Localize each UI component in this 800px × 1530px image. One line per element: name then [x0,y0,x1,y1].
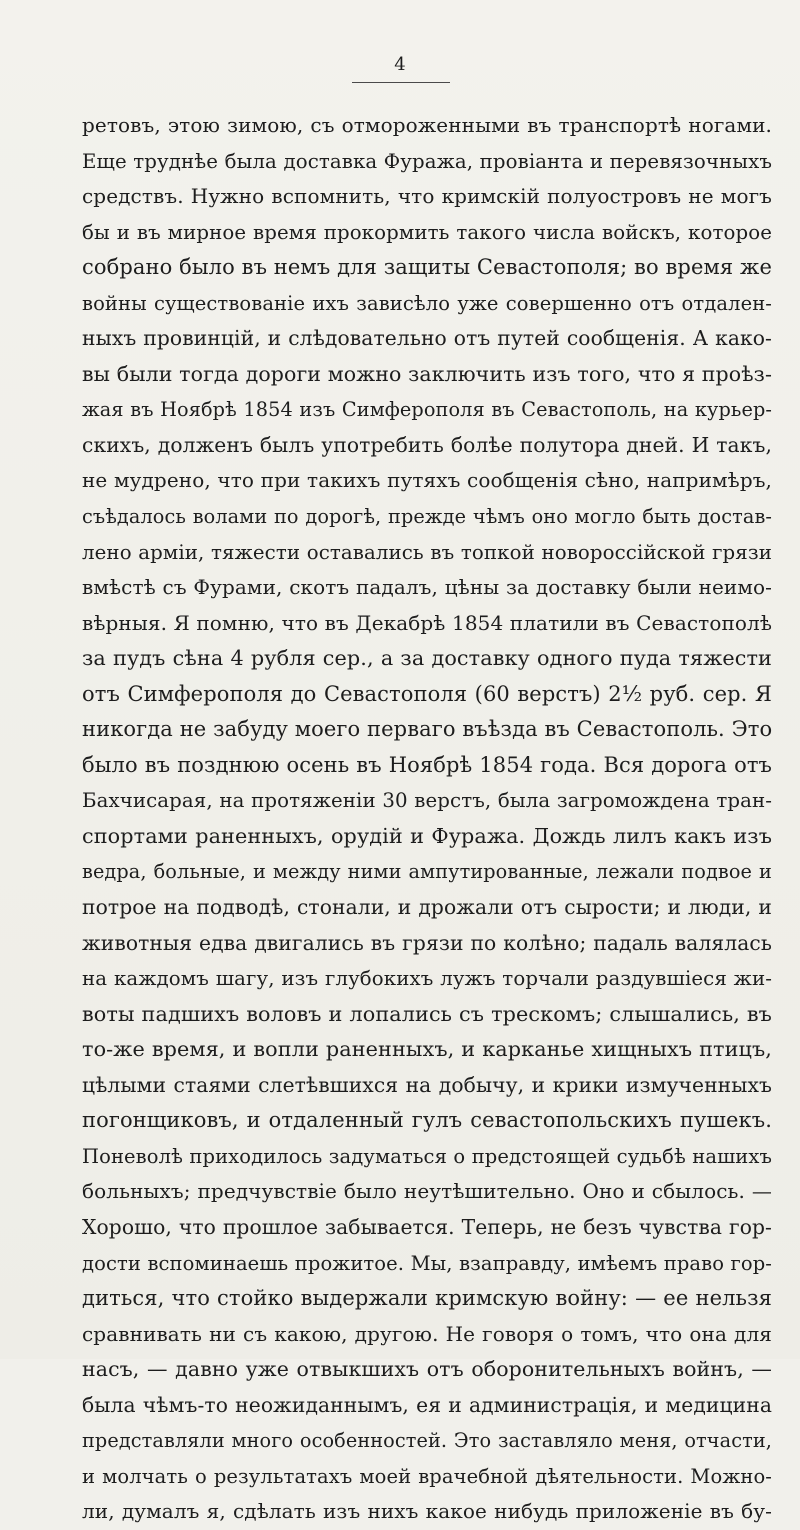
text-line: ретовъ, этою зимою, съ отмороженными въ транспортѣ ногами. [82,113,772,137]
text-line: съѣдалось волами по дорогѣ, прежде чѣмъ оно могло быть достав- [82,505,772,529]
text-line: была чѣмъ-то неожиданнымъ, ея и администрація, и медицина [82,1392,772,1417]
text-line: дости вспоминаешь прожитое. Мы, взаправду, имѣемъ право гор- [82,1251,772,1275]
text-line: войны существованіе ихъ зависѣло уже совершенно отъ отдален- [82,291,772,315]
text-line: диться, что стойко выдержали кримскую войну: — ее нельзя [82,1286,772,1311]
text-line: отъ Симферополя до Севастополя (60 верстъ) 2½ руб. сер. Я [82,681,772,706]
text-line: было въ позднюю осень въ Ноябрѣ 1854 года. Вся дорога отъ [82,752,772,777]
text-line: цѣлыми стаями слетѣвшихся на добычу, и крики измученныхъ [82,1072,772,1097]
text-line: Еще труднѣе была доставка Фуража, провіанта и перевязочныхъ [82,149,772,173]
text-line: потрое на подводѣ, стонали, и дрожали отъ сырости; и люди, и [82,895,772,920]
text-line: воты падшихъ воловъ и лопались съ трескомъ; слышались, въ [82,1001,772,1026]
text-line: Хорошо, что прошлое забывается. Теперь, не безъ чувства гор- [82,1214,772,1239]
text-line: насъ, — давно уже отвыкшихъ отъ оборонительныхъ войнъ, — [82,1357,772,1382]
header-rule [352,82,450,83]
text-line: никогда не забуду моего перваго въѣзда въ Севастополь. Это [82,717,773,742]
text-line: на каждомъ шагу, изъ глубокихъ лужъ торчали раздувшіеся жи- [82,967,772,991]
text-line: вмѣстѣ съ Фурами, скотъ падалъ, цѣны за доставку были неимо- [82,575,772,600]
text-line: жая въ Ноябрѣ 1854 изъ Симферополя въ Севастополь, на курьер- [82,398,772,422]
text-line: Поневолѣ приходилось задуматься о предстоящей судьбѣ нашихъ [82,1144,772,1168]
text-line: ли, думалъ я, сдѣлать изъ нихъ какое нибудь приложеніе въ бу- [82,1499,772,1524]
text-line: Бахчисарая, на протяженіи 30 верстъ, была загромождена тран- [82,789,772,813]
text-line: бы и въ мирное время прокормить такого числа войскъ, которое [82,220,772,244]
text-line: скихъ, долженъ былъ употребить болѣе полутора дней. И такъ, [82,432,772,457]
text-line: сравнивать ни съ какою, другою. Не говоря о томъ, что она для [82,1321,772,1346]
text-line: вы были тогда дороги можно заключить изъ того, что я проѣз- [82,361,772,386]
text-line: животныя едва двигались въ грязи по колѣно; падаль валялась [82,930,772,955]
text-line: спортами раненныхъ, орудій и Фуража. Дождь лилъ какъ изъ [82,823,772,848]
text-line: то-же время, и вопли раненныхъ, и карканье хищныхъ птицъ, [82,1037,772,1062]
body-text [82,108,772,1530]
text-line: больныхъ; предчувствіе было неутѣшительно. Оно и сбылось. — [82,1179,772,1204]
text-line: погонщиковъ, и отдаленный гулъ севастопольскихъ пушекъ. [82,1108,772,1133]
text-line: ныхъ провинцій, и слѣдовательно отъ путей сообщенія. А како- [82,326,772,351]
text-line: средствъ. Нужно вспомнить, что кримскій полуостровъ не могъ [82,184,772,209]
text-line: не мудрено, что при такихъ путяхъ сообщенія сѣно, напримѣръ, [82,468,772,493]
text-line: ведра, больные, и между ними ампутированные, лежали подвое и [82,860,772,884]
text-line: и молчать о результатахъ моей врачебной дѣятельности. Можно- [82,1464,772,1488]
page-number: 4 [394,54,406,75]
text-line: за пудъ сѣна 4 рубля сер., а за доставку одного пуда тяжести [82,646,772,671]
text-line: представляли много особенностей. Это заставляло меня, отчасти, [82,1429,772,1453]
text-line: собрано было въ немъ для защиты Севастополя; во время же [82,255,772,280]
text-line: вѣрныя. Я помню, что въ Декабрѣ 1854 платили въ Севастополѣ [82,610,772,635]
text-line: лено арміи, тяжести оставались въ топкой новороссійской грязи [82,540,772,564]
